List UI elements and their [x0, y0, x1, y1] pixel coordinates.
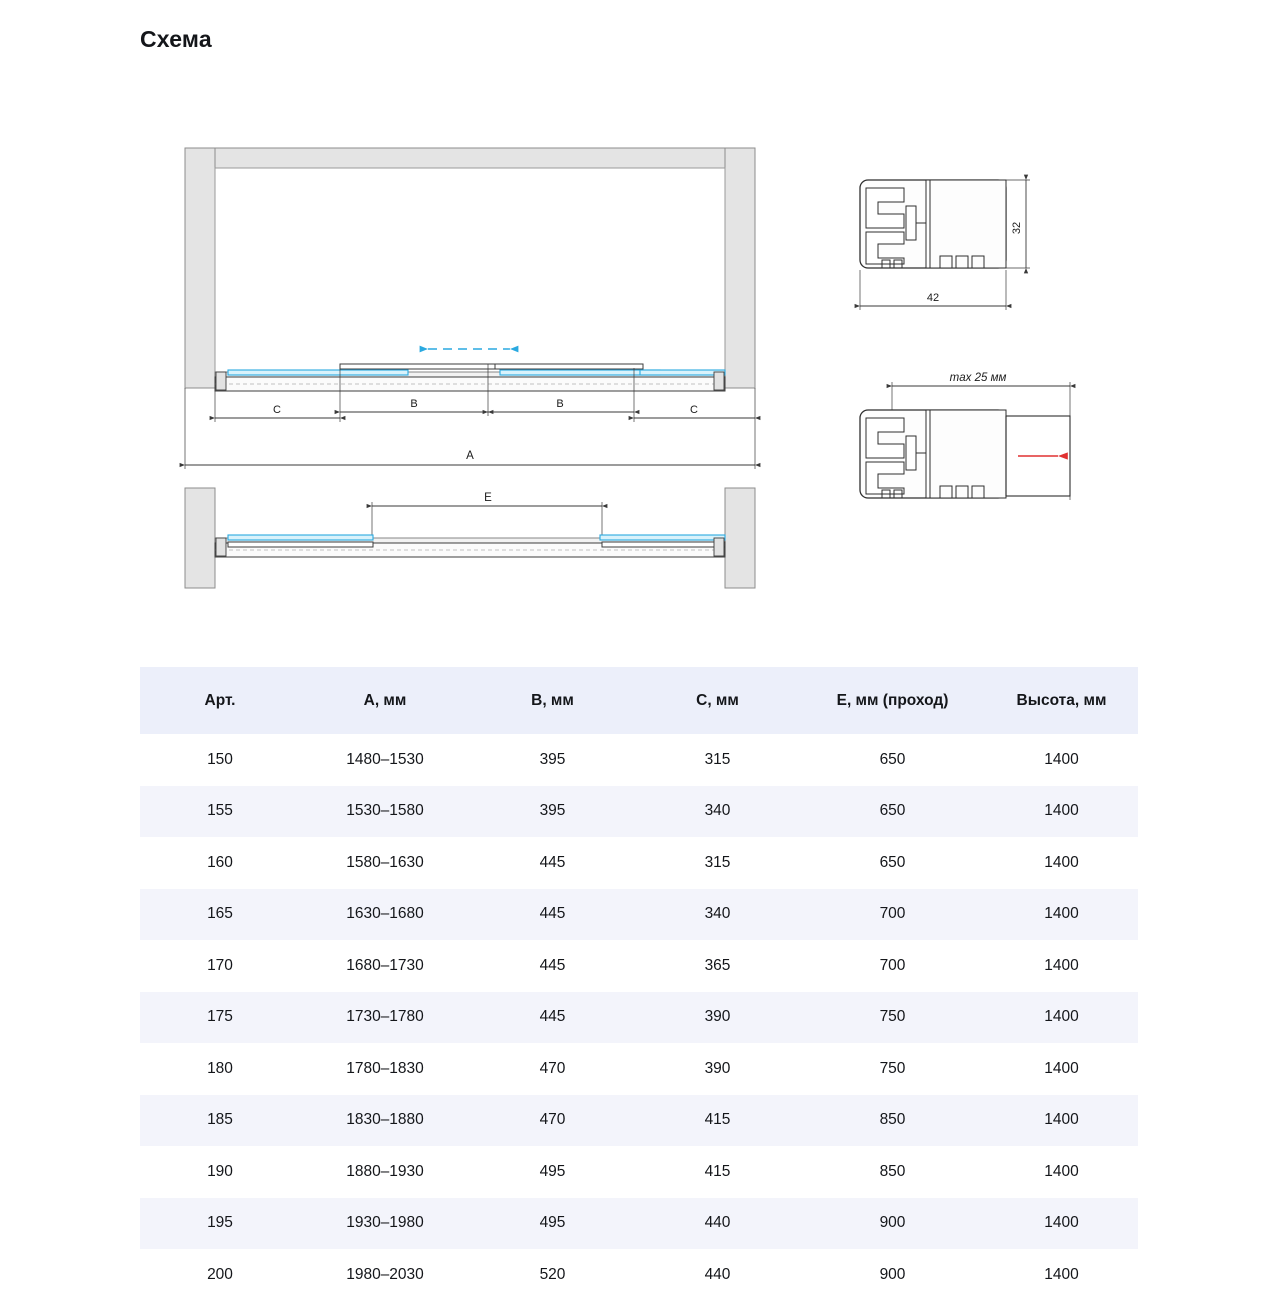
table-cell-art: 170 — [207, 956, 233, 974]
dim-label-b-left: B — [410, 398, 418, 410]
table-cell-e: 700 — [879, 905, 906, 923]
table-cell-a: 1680–1730 — [346, 956, 424, 974]
col-header-b: B, мм — [470, 667, 635, 734]
table-body — [140, 734, 1138, 1301]
table-cell-b: 520 — [539, 1265, 566, 1283]
schematic-diagram — [140, 120, 1140, 630]
table-cell-c: 440 — [704, 1214, 731, 1232]
table-cell-a: 1730–1780 — [346, 1008, 424, 1026]
dim-label-max-gap: max 25 мм — [949, 372, 1007, 384]
table-cell-height: 1400 — [1044, 1059, 1079, 1077]
table-cell-b: 495 — [539, 1214, 566, 1232]
top-view-group — [185, 488, 755, 588]
table-cell-e: 900 — [879, 1214, 906, 1232]
table-cell-c: 340 — [704, 905, 731, 923]
page-title: Схема — [140, 26, 212, 52]
profile-cross-section — [860, 180, 1030, 310]
table-cell-art: 160 — [207, 853, 233, 871]
table-cell-art: 165 — [207, 905, 233, 923]
table-cell-b: 395 — [539, 750, 566, 768]
table-row — [140, 940, 1138, 992]
col-header-art: Арт. — [140, 667, 300, 734]
table-cell-height: 1400 — [1044, 1162, 1079, 1180]
table-cell-height: 1400 — [1044, 1008, 1079, 1026]
table-cell-e: 850 — [879, 1111, 906, 1129]
dim-label-c-left: C — [273, 404, 281, 416]
dim-label-profile-height: 32 — [1011, 221, 1023, 235]
table-row — [140, 786, 1138, 838]
table-cell-e: 900 — [879, 1265, 906, 1283]
table-header-row — [140, 667, 1138, 734]
table-cell-c: 365 — [704, 956, 731, 974]
table-cell-art: 185 — [207, 1111, 233, 1129]
table-cell-a: 1830–1880 — [346, 1111, 424, 1129]
table-cell-art: 200 — [207, 1265, 233, 1283]
table-cell-c: 390 — [704, 1008, 731, 1026]
table-cell-a: 1780–1830 — [346, 1059, 424, 1077]
table-cell-height: 1400 — [1044, 956, 1079, 974]
adjustment-detail — [860, 372, 1070, 500]
table-cell-e: 650 — [879, 802, 906, 820]
table-cell-art: 150 — [207, 750, 233, 768]
table-cell-height: 1400 — [1044, 853, 1079, 871]
table-cell-c: 390 — [704, 1059, 731, 1077]
table-cell-e: 850 — [879, 1162, 906, 1180]
table-cell-c: 415 — [704, 1162, 731, 1180]
table-cell-b: 445 — [539, 956, 566, 974]
table-cell-art: 190 — [207, 1162, 233, 1180]
table-cell-c: 440 — [704, 1265, 731, 1283]
table-cell-b: 470 — [539, 1059, 566, 1077]
table-cell-e: 700 — [879, 956, 906, 974]
table-cell-height: 1400 — [1044, 1214, 1079, 1232]
col-header-a: A, мм — [300, 667, 470, 734]
col-header-c: C, мм — [635, 667, 800, 734]
table-cell-height: 1400 — [1044, 1111, 1079, 1129]
table-cell-a: 1580–1630 — [346, 853, 424, 871]
table-cell-a: 1880–1930 — [346, 1162, 424, 1180]
table-cell-b: 495 — [539, 1162, 566, 1180]
dim-label-e: E — [484, 492, 492, 504]
table-cell-e: 650 — [879, 853, 906, 871]
table-cell-height: 1400 — [1044, 1265, 1079, 1283]
table-row — [140, 1198, 1138, 1250]
table-cell-b: 445 — [539, 853, 566, 871]
table-row — [140, 889, 1138, 941]
table-cell-c: 415 — [704, 1111, 731, 1129]
dim-label-profile-width: 42 — [926, 292, 940, 304]
table-cell-e: 750 — [879, 1059, 906, 1077]
table-row — [140, 837, 1138, 889]
dim-label-b-right: B — [556, 398, 564, 410]
table-cell-art: 180 — [207, 1059, 233, 1077]
table-cell-a: 1630–1680 — [346, 905, 424, 923]
table-cell-a: 1930–1980 — [346, 1214, 424, 1232]
table-row — [140, 1095, 1138, 1147]
table-cell-b: 395 — [539, 802, 566, 820]
table-cell-c: 340 — [704, 802, 731, 820]
table-cell-b: 445 — [539, 905, 566, 923]
table-cell-height: 1400 — [1044, 905, 1079, 923]
table-cell-b: 445 — [539, 1008, 566, 1026]
col-header-e: E, мм (проход) — [800, 667, 985, 734]
table-cell-c: 315 — [704, 853, 731, 871]
dim-label-c-right: C — [690, 404, 698, 416]
table-cell-height: 1400 — [1044, 802, 1079, 820]
table-row — [140, 1146, 1138, 1198]
col-header-height: Высота, мм — [985, 667, 1138, 734]
table-cell-a: 1530–1580 — [346, 802, 424, 820]
table-cell-a: 1480–1530 — [346, 750, 424, 768]
table-cell-e: 750 — [879, 1008, 906, 1026]
table-row — [140, 1249, 1138, 1301]
table-row — [140, 1043, 1138, 1095]
table-cell-c: 315 — [704, 750, 731, 768]
table-row — [140, 992, 1138, 1044]
table-cell-a: 1980–2030 — [346, 1265, 424, 1283]
table-cell-e: 650 — [879, 750, 906, 768]
table-cell-art: 155 — [207, 802, 233, 820]
table-cell-b: 470 — [539, 1111, 566, 1129]
table-cell-art: 195 — [207, 1214, 233, 1232]
dim-label-a: A — [466, 450, 474, 462]
table-row — [140, 734, 1138, 786]
table-cell-art: 175 — [207, 1008, 233, 1026]
table-cell-height: 1400 — [1044, 750, 1079, 768]
front-view-group — [185, 148, 755, 469]
specification-table — [140, 667, 1138, 1301]
